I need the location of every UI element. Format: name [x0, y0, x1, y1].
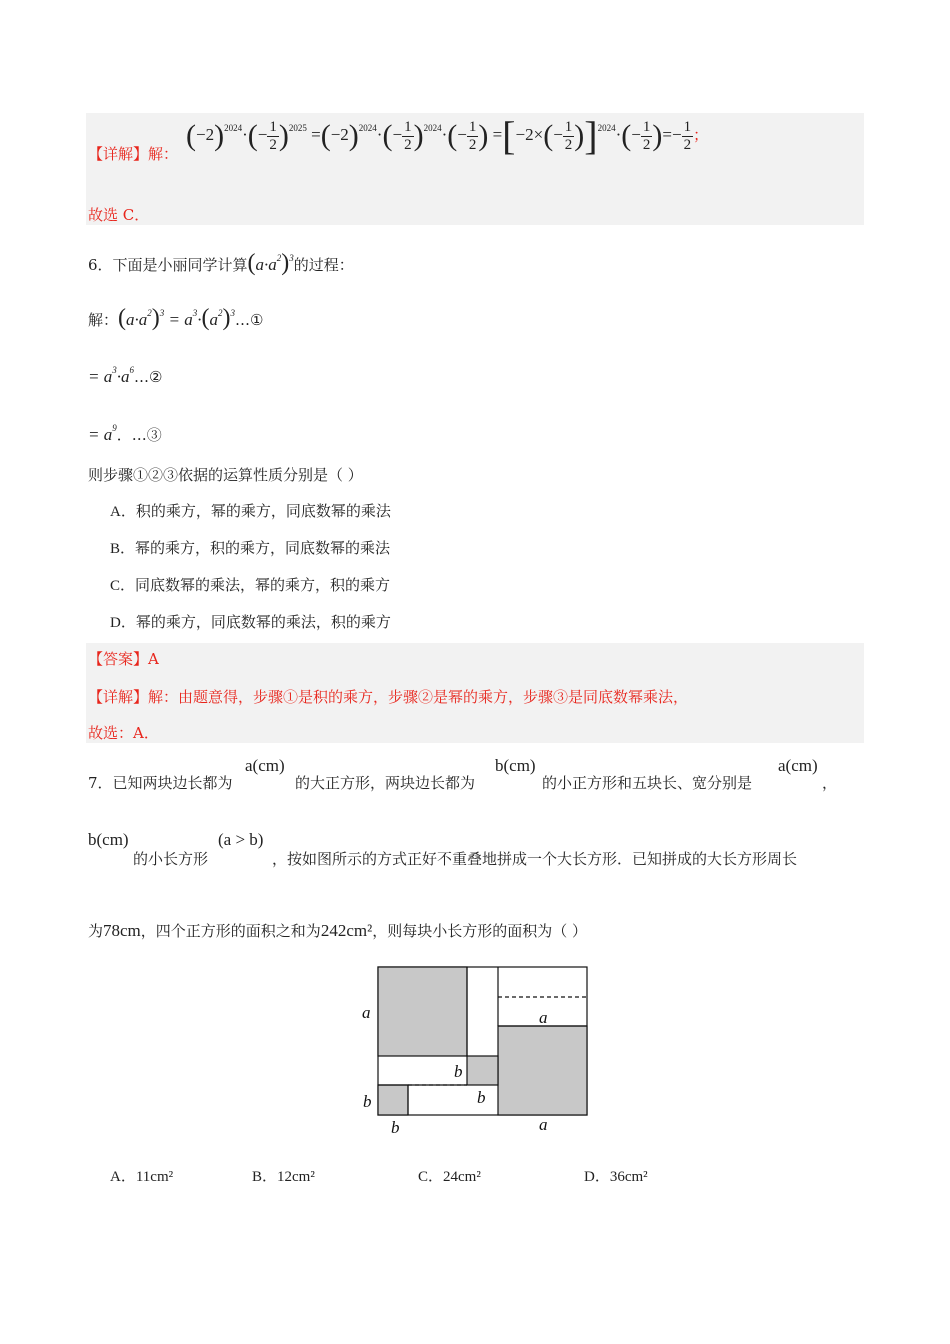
q6-step-1: 解：$(a\cdot a^2)^3$ = $a^3\cdot(a^2)^3\dots ①$	[88, 305, 264, 331]
q7-line2-a: 的小长方形	[133, 850, 209, 868]
q6-answer	[88, 648, 159, 669]
answer-tag: 【答案】	[88, 650, 149, 668]
q7-option-c[interactable]: C．24cm²	[418, 1169, 481, 1185]
q6-option-c[interactable]: C．同底数幂的乘法，幂的乘方，积的乘方	[110, 576, 391, 594]
label-b-left: b	[363, 1092, 372, 1111]
area-sum: 242cm²	[320, 921, 373, 940]
q6-ask: 则步骤①②③依据的运算性质分别是（ ）	[88, 466, 363, 484]
q6-option-d[interactable]: D．幂的乘方，同底数幂的乘法，积的乘方	[110, 613, 391, 631]
q7-figure	[355, 960, 600, 1140]
q7-line2-b: ，按如图所示的方式正好不重叠地拼成一个大长方形．已知拼成的大长方形周长	[272, 850, 798, 868]
answer-value: A	[148, 650, 159, 668]
q7-line1-b: 的大正方形，两块边长都为	[295, 774, 476, 792]
q7-option-b[interactable]: B．12cm²	[252, 1169, 315, 1185]
small-square-left	[378, 1085, 408, 1115]
label-a-bottom: a	[539, 1115, 548, 1134]
solution-prefix: 解：	[148, 145, 179, 163]
label-a-left: a	[362, 1003, 371, 1022]
detail-text: 解：由题意得，步骤①是积的乘方，步骤②是幂的乘方，步骤③是同底数幂乘法，	[148, 688, 689, 706]
q7-acm-1: a(cm)	[245, 756, 285, 775]
step-mark: …③	[131, 426, 162, 444]
q7-line1-end: ，	[822, 774, 838, 792]
q6-option-a[interactable]: A．积的乘方，幂的乘方，同底数幂的乘法	[110, 502, 391, 520]
q7-line1: 7．已知两块边长都为	[88, 774, 233, 792]
q7-line3: 为78cm，四个正方形的面积之和为242cm²，则每块小长方形的面积为（ ）	[88, 921, 587, 940]
step-mark: …②	[133, 368, 163, 386]
q6-option-b[interactable]: B．幂的乘方，积的乘方，同底数幂的乘法	[110, 539, 391, 557]
solution5-equation: $(-2)^{2024}\cdot(-$ $\frac{1}{2}$ )$^{2025} =(-2)^{2024}\cdot(-$ $\frac{1}{2}$ )$^{2024}$·(− $\frac{1}{2}$ ) =[−2×(− $\frac{1}{2}$ )]$^{2024}$·(− $\frac{1}{2}$ )=− $\frac{1}{2}$ ；	[186, 113, 709, 158]
q6-expression: $(a\cdot a^2)^3$	[247, 250, 294, 276]
q6-stem-prefix: 6．下面是小丽同学计算	[88, 256, 248, 274]
q6-step-2: = $a^3\cdot a^6\dots ②$	[88, 365, 163, 386]
q7-bcm-1: b(cm)	[495, 756, 536, 775]
q7-bcm-2: b(cm)	[88, 830, 129, 849]
big-square-left	[378, 967, 467, 1056]
label-b-small1: b	[454, 1062, 463, 1081]
label-b-bottom: b	[391, 1118, 400, 1137]
big-square-right	[498, 1026, 587, 1115]
q6-stem-suffix: 的过程：	[293, 256, 354, 274]
q7-condition: (a > b)	[218, 830, 264, 849]
step-lead: 解：	[88, 311, 119, 329]
detail-tag: 【详解】	[88, 145, 149, 163]
small-square-mid	[467, 1056, 498, 1085]
solution5-line	[88, 143, 178, 164]
question6-stem	[88, 250, 354, 277]
perimeter: 78cm	[103, 921, 141, 940]
q6-detail	[88, 686, 688, 707]
label-b-small2: b	[477, 1088, 486, 1107]
q6-step-3: = $a^9$．…③	[88, 423, 162, 444]
step-mark: …①	[235, 311, 264, 329]
detail-tag: 【详解】	[88, 688, 149, 706]
q7-option-d[interactable]: D．36cm²	[584, 1169, 648, 1185]
q7-acm-2: a(cm)	[778, 756, 818, 775]
label-a-mid: a	[539, 1008, 548, 1027]
terminator: ；	[693, 127, 709, 144]
q7-line1-c: 的小正方形和五块长、宽分别是	[542, 774, 753, 792]
q6-conclusion: 故选：A．	[88, 724, 159, 742]
solution5-conclusion: 故选 C．	[88, 206, 150, 224]
q7-option-a[interactable]: A．11cm²	[110, 1169, 174, 1185]
